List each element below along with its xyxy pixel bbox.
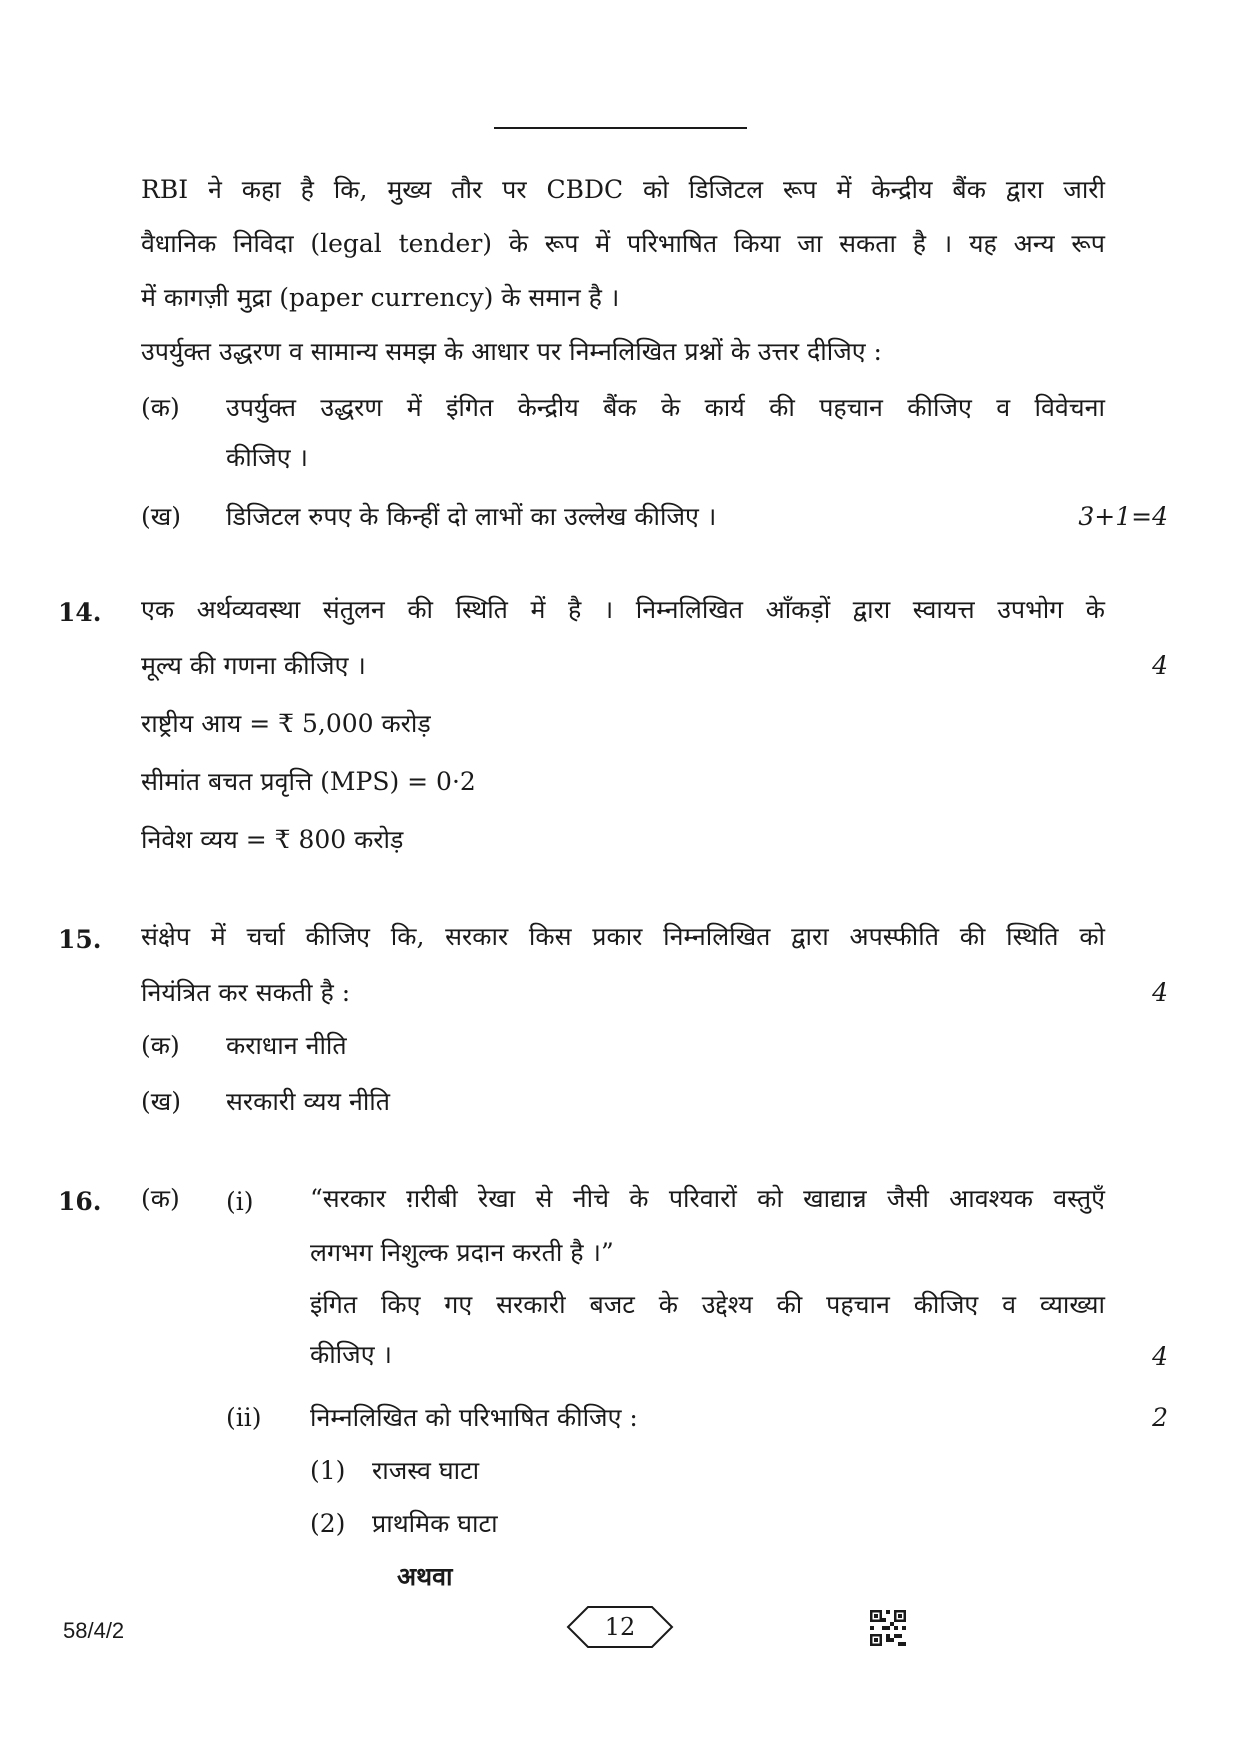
q15-number: 15. (58, 925, 102, 954)
passage-line-2: वैधानिक निविदा (legal tender) के रूप में परिभाषित किया जा सकता है । यह अन्य रूप (141, 229, 1105, 258)
q16-ii-2-text: प्राथमिक घाटा (372, 1509, 498, 1538)
q15-part-b-label: (ख) (141, 1087, 181, 1116)
q16-i-quote-line-1: “सरकार ग़रीबी रेखा से नीचे के परिवारों को खाद्यान्न जैसी आवश्यक वस्तुएँ (310, 1184, 1105, 1213)
q16-ii-1-label: (1) (310, 1456, 346, 1485)
q13-part-a-line-2: कीजिए । (226, 443, 308, 472)
page-number-badge (566, 1605, 674, 1649)
top-rule (494, 127, 747, 129)
q14-data-investment: निवेश व्यय = ₹ 800 करोड़ (141, 825, 404, 854)
q14-data-mps: सीमांत बचत प्रवृत्ति (MPS) = 0·2 (141, 767, 476, 796)
q15-line-2: नियंत्रित कर सकती है : (141, 978, 351, 1007)
q16-i-quote-line-2: लगभग निशुल्क प्रदान करती है ।” (310, 1238, 614, 1267)
q14-marks: 4 (1152, 651, 1168, 680)
q16-ii-text: निम्नलिखित को परिभाषित कीजिए : (310, 1403, 638, 1432)
q16-ii-1-text: राजस्व घाटा (372, 1456, 480, 1485)
q16-i-marks: 4 (1152, 1342, 1168, 1371)
q15-part-b-text: सरकारी व्यय नीति (226, 1087, 391, 1116)
q15-line-1: संक्षेप में चर्चा कीजिए कि, सरकार किस प्रकार निम्नलिखित द्वारा अपस्फीति की स्थिति को (141, 922, 1105, 951)
q16-number: 16. (58, 1187, 102, 1216)
q16-i-line-3: इंगित किए गए सरकारी बजट के उद्देश्य की पहचान कीजिए व व्याख्या (310, 1290, 1105, 1319)
passage-instruction: उपर्युक्त उद्धरण व सामान्य समझ के आधार पर निम्नलिखित प्रश्नों के उत्तर दीजिए : (141, 337, 882, 366)
q14-line-1: एक अर्थव्यवस्था संतुलन की स्थिति में है । निम्नलिखित आँकड़ों द्वारा स्वायत्त उपभोग के (141, 595, 1105, 624)
qr-code-icon (870, 1610, 906, 1646)
q16-or-label: अथवा (397, 1562, 453, 1591)
q15-part-a-text: कराधान नीति (226, 1031, 347, 1060)
q14-data-national-income: राष्ट्रीय आय = ₹ 5,000 करोड़ (141, 709, 431, 738)
q13-part-a-line-1: उपर्युक्त उद्धरण में इंगित केन्द्रीय बैंक के कार्य की पहचान कीजिए व विवेचना (226, 393, 1105, 422)
q15-part-a-label: (क) (141, 1031, 180, 1060)
passage-line-3: में कागज़ी मुद्रा (paper currency) के समान है । (141, 283, 620, 312)
q13-marks: 3+1=4 (1078, 502, 1168, 531)
q16-ii-label: (ii) (226, 1403, 262, 1432)
passage-line-1: RBI ने कहा है कि, मुख्य तौर पर CBDC को डिजिटल रूप में केन्द्रीय बैंक द्वारा जारी (141, 175, 1105, 204)
paper-code: 58/4/2 (63, 1618, 125, 1643)
q16-ii-2-label: (2) (310, 1509, 346, 1538)
q16-part-label: (क) (141, 1184, 180, 1213)
q13-part-b-text: डिजिटल रुपए के किन्हीं दो लाभों का उल्लेख कीजिए । (226, 502, 717, 531)
q13-part-b-label: (ख) (141, 502, 181, 531)
q14-number: 14. (58, 598, 102, 627)
page-number: 12 (604, 1613, 636, 1641)
q14-line-2: मूल्य की गणना कीजिए । (141, 651, 366, 680)
q16-i-label: (i) (226, 1187, 254, 1216)
q16-ii-marks: 2 (1152, 1403, 1168, 1432)
q13-part-a-label: (क) (141, 393, 180, 422)
q16-i-line-4: कीजिए । (310, 1340, 392, 1369)
q15-marks: 4 (1152, 978, 1168, 1007)
